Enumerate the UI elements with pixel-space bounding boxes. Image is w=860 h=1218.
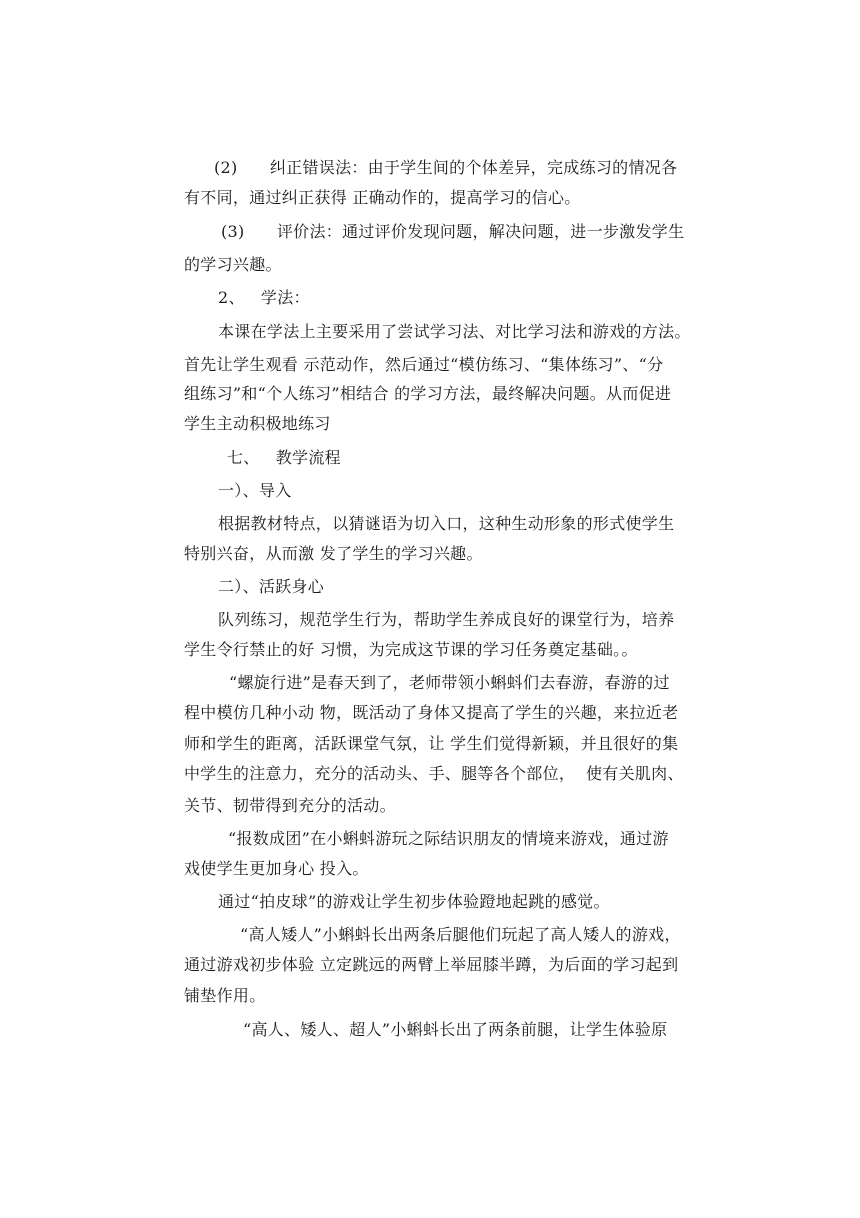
text-line: 本课在学法上主要采用了尝试学习法、对比学习法和游戏的方法。 (218, 322, 691, 341)
section-heading: 七、 教学流程 (227, 448, 341, 467)
text-line: 通过游戏初步体验 立定跳远的两臂上举屈膝半蹲，为后面的学习起到 (184, 955, 679, 974)
text-line: “高人、矮人、超人”小蝌蚪长出了两条前腿，让学生体验原 (243, 1020, 668, 1039)
subsection-heading: 一）、导入 (218, 481, 292, 500)
text-line: 通过“拍皮球”的游戏让学生初步体验蹬地起跳的感觉。 (218, 892, 610, 911)
text-line: 程中模仿几种小动 物，既活动了身体又提高了学生的兴趣，来拉近老 (184, 703, 679, 722)
text-line: 首先让学生观看 示范动作，然后通过“模仿练习、“集体练习”、“分 (184, 355, 664, 374)
text-line: 戏使学生更加身心 投入。 (184, 859, 369, 878)
text-line: (2) 纠正错误法：由于学生间的个体差异，完成练习的情况各 (214, 158, 678, 177)
section-heading: 2、 学法： (218, 288, 310, 307)
text-line: 学生主动积极地练习 (184, 414, 331, 433)
text-line: 队列练习，规范学生行为，帮助学生养成良好的课堂行为，培养 (218, 610, 675, 629)
text-line: 铺垫作用。 (184, 986, 266, 1005)
text-line: (3) 评价法：通过评价发现问题，解决问题，进一步激发学生 (221, 222, 685, 241)
text-line: 学生令行禁止的好 习惯，为完成这节课的学习任务奠定基础。。 (184, 640, 638, 659)
text-line: 关节、韧带得到充分的活动。 (184, 796, 396, 815)
text-line: “螺旋行进”是春天到了，老师带领小蝌蚪们去春游，春游的过 (229, 673, 670, 692)
subsection-heading: 二）、活跃身心 (218, 577, 325, 596)
text-line: 的学习兴趣。 (184, 255, 282, 274)
text-line: 特别兴奋，从而激 发了学生的学习兴趣。 (184, 544, 483, 563)
text-line: 根据教材特点，以猜谜语为切入口，这种生动形象的形式使学生 (218, 514, 675, 533)
text-line: 组练习”和“个人练习”相结合 的学习方法，最终解决问题。从而促进 (184, 384, 672, 403)
text-line: 师和学生的距离，活跃课堂气氛，让 学生们觉得新颖，并且很好的集 (184, 734, 679, 753)
text-line: “报数成团”在小蝌蚪游玩之际结识朋友的情境来游戏，通过游 (228, 829, 669, 848)
text-line: 中学生的注意力，充分的活动头、手、腿等各个部位， 使有关肌肉、 (184, 764, 684, 783)
text-line: “高人矮人”小蝌蚪长出两条后腿他们玩起了高人矮人的游戏， (240, 925, 681, 944)
text-line: 有不同，通过纠正获得 正确动作的，提高学习的信心。 (184, 188, 581, 207)
